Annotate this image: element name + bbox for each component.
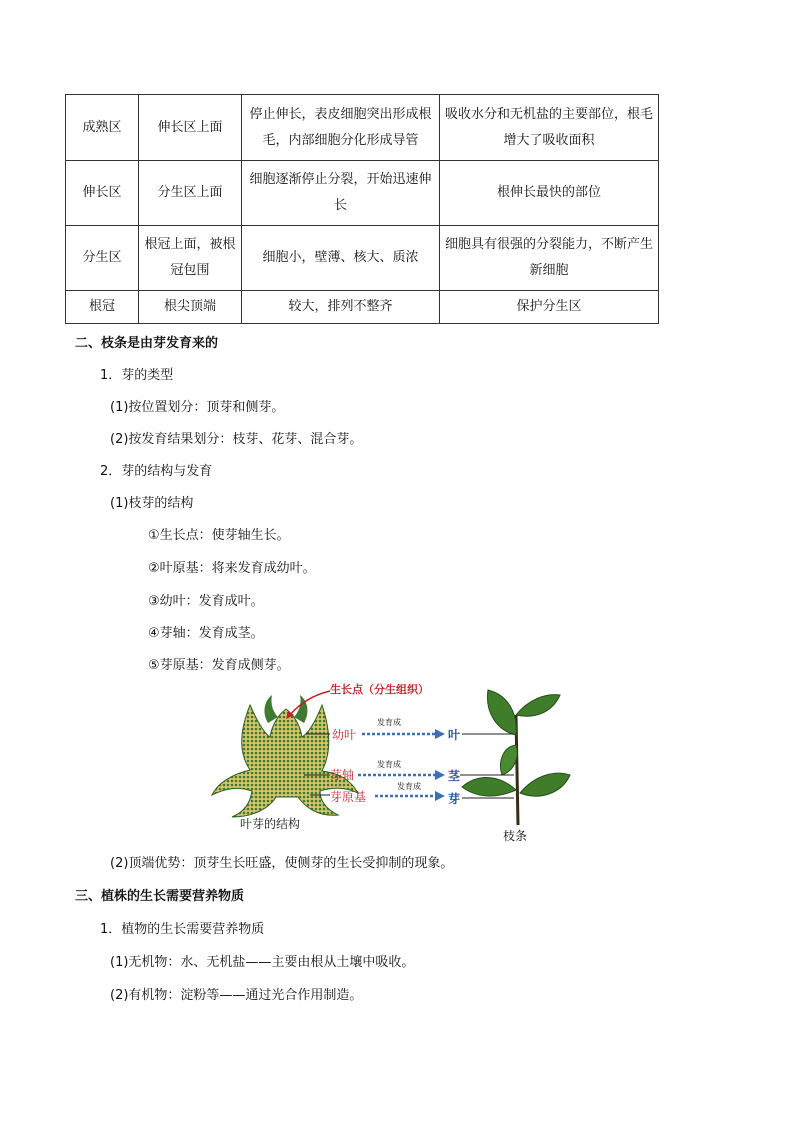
table-cell: 分生区上面 — [139, 161, 242, 226]
table-cell: 成熟区 — [66, 95, 139, 161]
branch-caption: 枝条 — [503, 829, 528, 843]
bud-structure-figure — [210, 675, 590, 845]
develops-label: 发育成 — [377, 760, 401, 769]
young-leaf-label: 幼叶 — [332, 728, 357, 742]
table-cell: 细胞小，壁薄、核大、质浓 — [242, 226, 440, 291]
bud-label: 芽 — [448, 792, 461, 806]
table-cell: 分生区 — [66, 226, 139, 291]
paragraph: (1)按位置划分：顶芽和侧芽。 — [110, 400, 285, 415]
table-row — [66, 161, 659, 226]
growth-point-label: 生长点（分生组织） — [330, 683, 429, 696]
table-cell: 根冠上面，被根冠包围 — [139, 226, 242, 291]
table-cell: 细胞具有很强的分裂能力，不断产生新细胞 — [440, 226, 659, 291]
develops-label: 发育成 — [377, 718, 401, 727]
list-item: ②叶原基：将来发育成幼叶。 — [148, 561, 316, 576]
bud-axis-label: 芽轴 — [330, 768, 355, 782]
bud-caption: 叶芽的结构 — [240, 817, 301, 831]
stem-label: 茎 — [448, 769, 461, 783]
paragraph: (2)按发育结果划分：枝芽、花芽、混合芽。 — [110, 432, 363, 447]
subsection-title: 1．植物的生长需要营养物质 — [100, 922, 265, 937]
list-item: ④芽轴：发育成茎。 — [148, 626, 264, 641]
bud-primordium-label: 芽原基 — [330, 790, 367, 804]
paragraph: (2)有机物：淀粉等——通过光合作用制造。 — [110, 988, 363, 1003]
table-cell: 细胞逐渐停止分裂，开始迅速伸长 — [242, 161, 440, 226]
table-cell: 根冠 — [66, 291, 139, 324]
table-cell: 根尖顶端 — [139, 291, 242, 324]
table-cell: 伸长区 — [66, 161, 139, 226]
table-cell: 吸收水分和无机盐的主要部位，根毛增大了吸收面积 — [440, 95, 659, 161]
list-item: ③幼叶：发育成叶。 — [148, 594, 264, 609]
list-item: ⑤芽原基：发育成侧芽。 — [148, 658, 290, 673]
section-heading: 三、植株的生长需要营养物质 — [75, 889, 245, 904]
table-cell: 停止伸长，表皮细胞突出形成根毛，内部细胞分化形成导管 — [242, 95, 440, 161]
table-cell: 保护分生区 — [440, 291, 659, 324]
leaf-label: 叶 — [448, 728, 461, 742]
paragraph: (1)枝芽的结构 — [110, 496, 194, 511]
table-cell: 伸长区上面 — [139, 95, 242, 161]
table-cell: 根伸长最快的部位 — [440, 161, 659, 226]
table-row — [66, 95, 659, 161]
root-zones-table — [65, 94, 659, 324]
table-row — [66, 291, 659, 324]
list-item: ①生长点：使芽轴生长。 — [148, 528, 290, 543]
paragraph: (2)顶端优势：顶芽生长旺盛，使侧芽的生长受抑制的现象。 — [110, 856, 454, 871]
section-heading: 二、枝条是由芽发育来的 — [75, 336, 219, 351]
table-cell: 较大，排列不整齐 — [242, 291, 440, 324]
subsection-title: 1．芽的类型 — [100, 368, 174, 383]
paragraph: (1)无机物：水、无机盐——主要由根从土壤中吸收。 — [110, 955, 415, 970]
table-row — [66, 226, 659, 291]
develops-label: 发育成 — [397, 782, 421, 791]
subsection-title: 2．芽的结构与发育 — [100, 464, 213, 479]
